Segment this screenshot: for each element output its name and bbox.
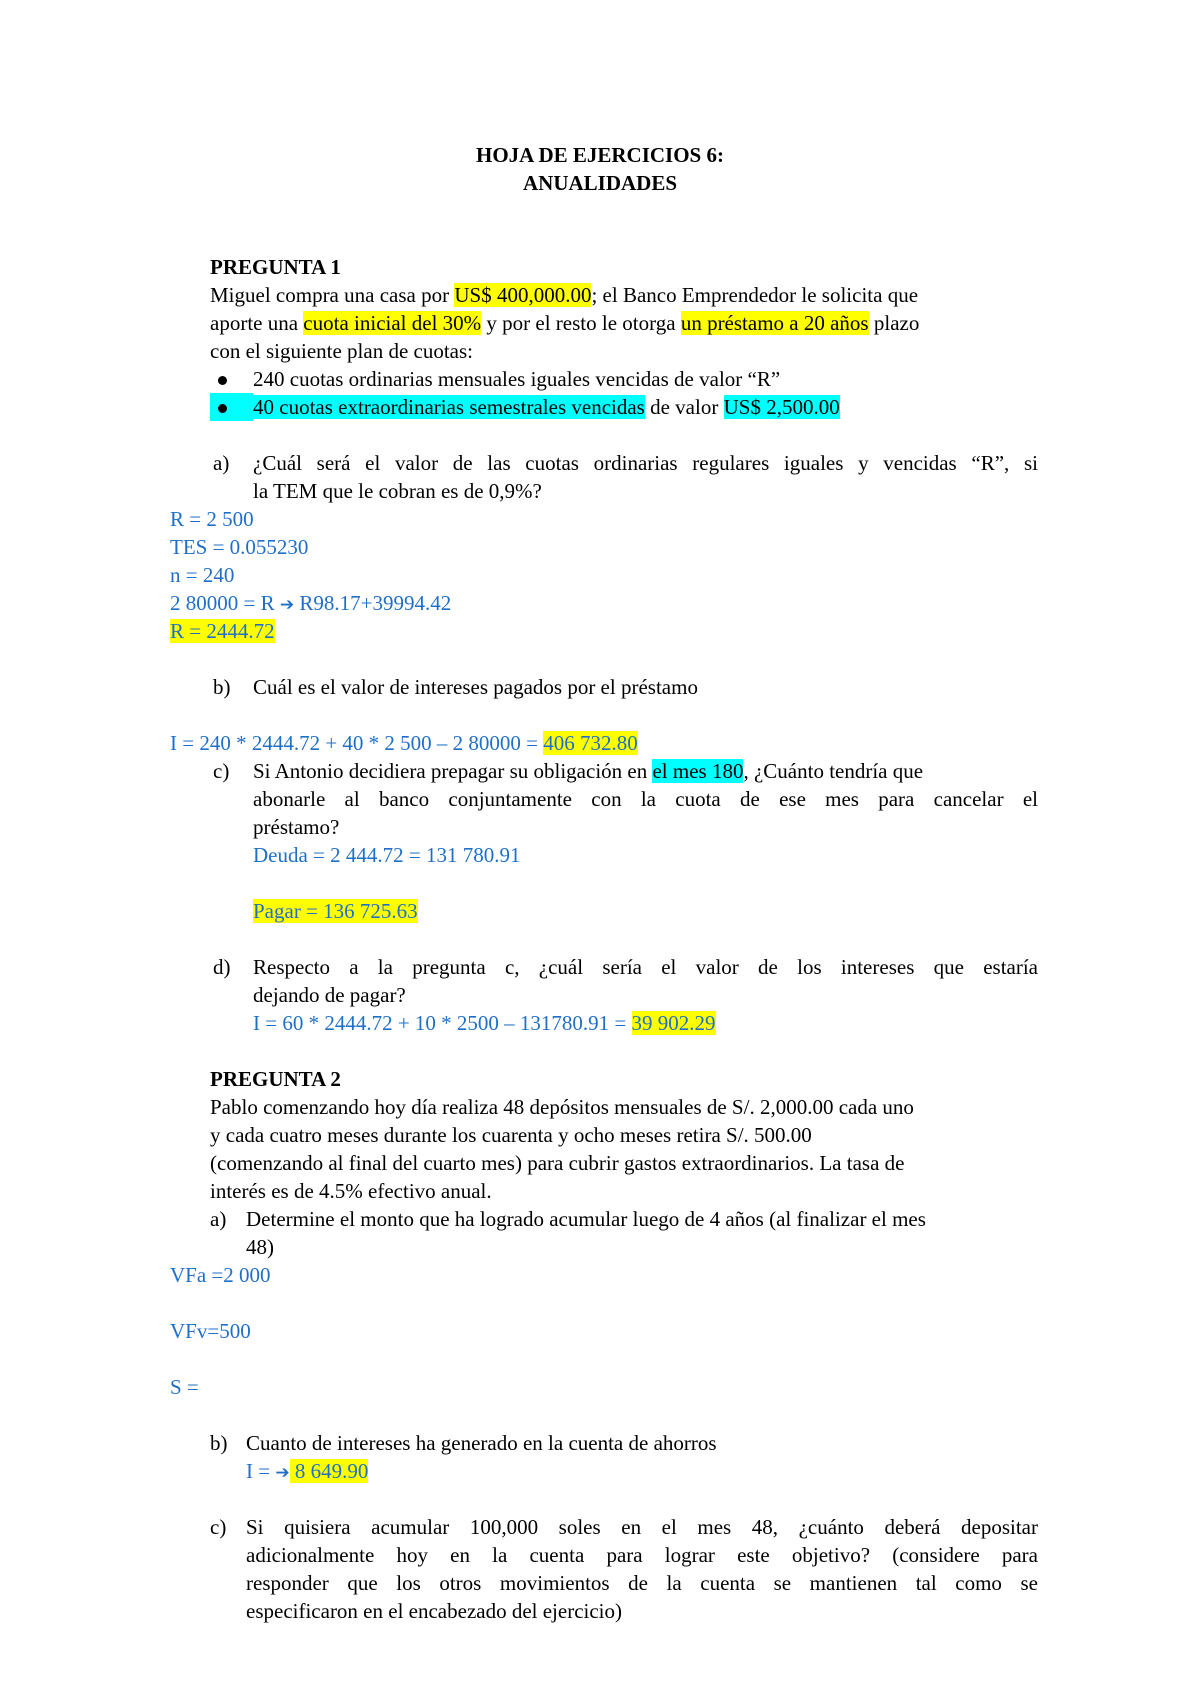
q1b-text: Cuál es el valor de intereses pagados por el préstamo <box>253 675 698 699</box>
q1d-line-2: dejando de pagar? <box>253 983 406 1007</box>
q1b-marker: b) <box>213 675 231 699</box>
q1b-answer <box>170 729 638 757</box>
q2c-line-3: responder que los otros movimientos de la cuenta se mantienen tal como se <box>246 1571 1038 1595</box>
text: I = 240 * 2444.72 + 40 * 2 500 – 2 80000 = <box>170 731 544 755</box>
q1c-answer-pagar <box>253 897 418 925</box>
q1c-marker: c) <box>213 759 230 783</box>
text: , ¿Cuánto tendría que <box>743 759 924 783</box>
q1c-line-2: abonarle al banco conjuntamente con la cuota de ese mes para cancelar el <box>253 787 1038 811</box>
text: plazo <box>868 311 920 335</box>
text: I = 60 * 2444.72 + 10 * 2500 – 131780.91 = <box>253 1011 632 1035</box>
q2a-marker: a) <box>210 1207 227 1231</box>
bullet-highlight <box>210 393 253 421</box>
q1a-answer-r: R = 2 500 <box>170 507 254 531</box>
highlight-price: US$ 400,000.00 <box>454 283 592 307</box>
title-line-2: ANUALIDADES <box>522 171 678 195</box>
q1a-marker: a) <box>213 451 230 475</box>
text: I = <box>246 1459 276 1483</box>
q2-statement-line-2: y cada cuatro meses durante los cuarenta y ocho meses retira S/. 500.00 <box>210 1123 812 1147</box>
q2a-line-1: Determine el monto que ha logrado acumular luego de 4 años (al finalizar el mes <box>246 1207 926 1231</box>
q2b-marker: b) <box>210 1431 228 1455</box>
q2b-answer <box>246 1457 368 1487</box>
bullet-icon <box>218 404 227 413</box>
title-line-1: HOJA DE EJERCICIOS 6: <box>476 143 724 167</box>
q2-statement-line-4: interés es de 4.5% efectivo anual. <box>210 1179 492 1203</box>
highlight-month: el mes 180 <box>652 759 744 783</box>
q1a-answer-equation <box>170 589 451 619</box>
highlight-result: Pagar = 136 725.63 <box>253 899 418 923</box>
q2c-line-2: adicionalmente hoy en la cuenta para lograr este objetivo? (considere para <box>246 1543 1038 1567</box>
q2-statement-line-1: Pablo comenzando hoy día realiza 48 depósitos mensuales de S/. 2,000.00 cada uno <box>210 1095 914 1119</box>
highlight-loan-term: un préstamo a 20 años <box>680 311 869 335</box>
highlight-result: 406 732.80 <box>543 731 638 755</box>
q1-bullet-2 <box>253 393 840 421</box>
text: R98.17+39994.42 <box>294 591 452 615</box>
q1a-answer-n: n = 240 <box>170 563 235 587</box>
q1a-line-1: ¿Cuál será el valor de las cuotas ordinarias regulares iguales y vencidas “R”, si <box>253 451 1038 475</box>
highlight-result: 8 649.90 <box>289 1459 369 1483</box>
q2a-answer-vfa: VFa =2 000 <box>170 1263 271 1287</box>
q1c-line-1 <box>253 757 923 785</box>
q1d-answer <box>253 1009 716 1037</box>
q2-statement-line-3: (comenzando al final del cuarto mes) para cubrir gastos extraordinarios. La tasa de <box>210 1151 905 1175</box>
highlight-result: 39 902.29 <box>631 1011 716 1035</box>
text: Si Antonio decidiera prepagar su obligación en <box>253 759 653 783</box>
question-2-heading: PREGUNTA 2 <box>210 1067 341 1091</box>
text: de valor <box>644 395 724 419</box>
q1a-line-2: la TEM que le cobran es de 0,9%? <box>253 479 542 503</box>
q1c-answer-deuda: Deuda = 2 444.72 = 131 780.91 <box>253 843 521 867</box>
q1-statement-line-1 <box>210 281 918 309</box>
q1d-marker: d) <box>213 955 231 979</box>
text: y por el resto le otorga <box>481 311 681 335</box>
q2c-line-4: especificaron en el encabezado del ejercicio) <box>246 1599 623 1623</box>
arrow-right-icon: ➔ <box>279 595 295 615</box>
q2c-marker: c) <box>210 1515 227 1539</box>
text: 2 80000 = R <box>170 591 280 615</box>
q1-statement-line-3: con el siguiente plan de cuotas: <box>210 339 474 363</box>
highlight-extra-amount: US$ 2,500.00 <box>723 395 840 419</box>
highlight-extra-payments: 40 cuotas extraordinarias semestrales vencidas <box>253 395 645 419</box>
q2c-line-1: Si quisiera acumular 100,000 soles en el mes 48, ¿cuánto deberá depositar <box>246 1515 1038 1539</box>
q1-statement-line-2 <box>210 309 919 337</box>
q1a-answer-result <box>170 617 275 645</box>
q1-bullet-1: 240 cuotas ordinarias mensuales iguales vencidas de valor “R” <box>253 367 781 391</box>
q2a-answer-s: S = <box>170 1375 199 1399</box>
bullet-icon <box>218 376 227 385</box>
q1a-answer-tes: TES = 0.055230 <box>170 535 309 559</box>
text: Miguel compra una casa por <box>210 283 455 307</box>
q2a-line-2: 48) <box>246 1235 274 1259</box>
q2b-text: Cuanto de intereses ha generado en la cuenta de ahorros <box>246 1431 717 1455</box>
question-1-heading: PREGUNTA 1 <box>210 255 341 279</box>
q1c-line-3: préstamo? <box>253 815 340 839</box>
text: ; el Banco Emprendedor le solicita que <box>591 283 919 307</box>
arrow-right-icon: ➔ <box>275 1463 290 1483</box>
q2a-answer-vfv: VFv=500 <box>170 1319 251 1343</box>
q1d-line-1: Respecto a la pregunta c, ¿cuál sería el valor de los intereses que estaría <box>253 955 1038 979</box>
highlight-result: R = 2444.72 <box>170 619 275 643</box>
text: aporte una <box>210 311 304 335</box>
highlight-down-payment: cuota inicial del 30% <box>303 311 482 335</box>
